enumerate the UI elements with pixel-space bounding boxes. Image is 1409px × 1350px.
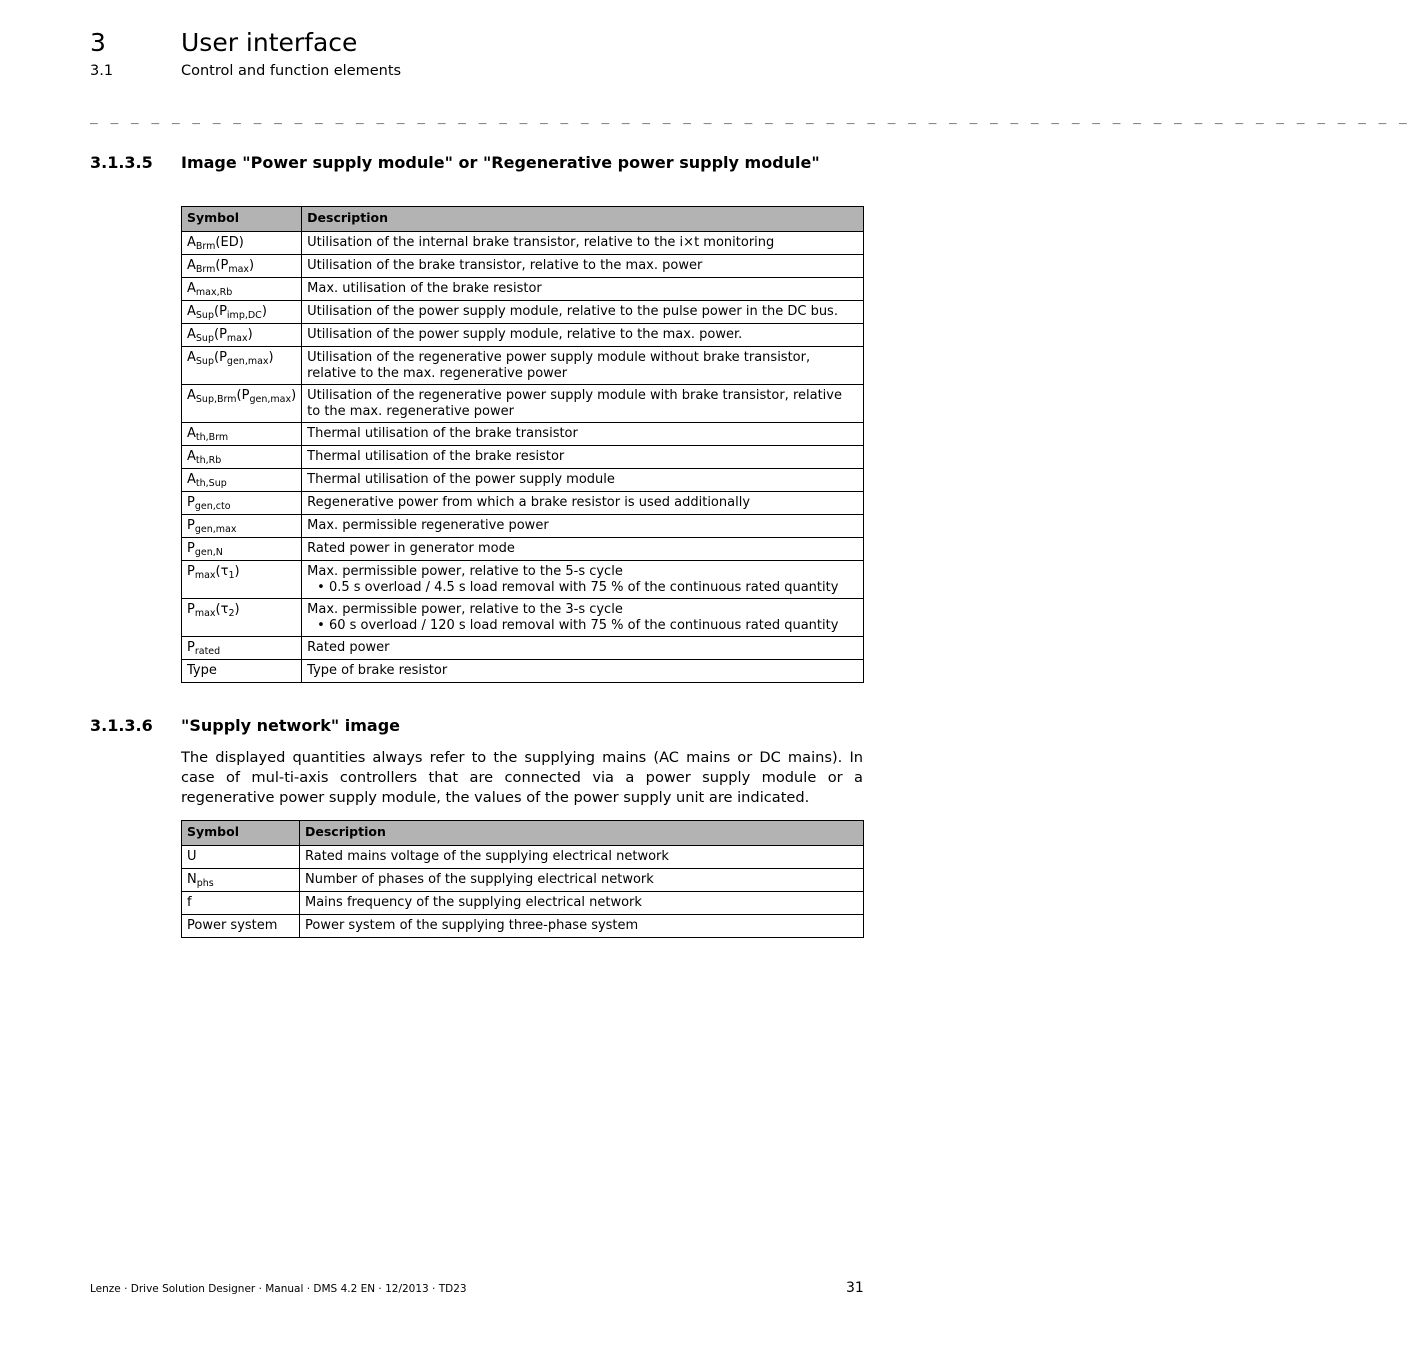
bullet-item: • 0.5 s overload / 4.5 s load removal with 75 % of the continuous rated quantity <box>317 580 839 595</box>
footer-document-info: Lenze · Drive Solution Designer · Manual · DMS 4.2 EN · 12/2013 · TD23 <box>90 1283 467 1295</box>
table-row <box>182 423 864 446</box>
description-text: Max. utilisation of the brake resistor <box>307 281 542 296</box>
heading-power-supply-module: Image "Power supply module" or "Regenerative power supply module" <box>181 153 820 172</box>
symbol-text: A <box>187 350 196 365</box>
symbol-cell <box>182 301 302 324</box>
table-row <box>182 599 864 637</box>
section-title: Control and function elements <box>181 63 402 79</box>
symbol-subscript: th,Brm <box>195 432 229 443</box>
table-row <box>182 892 864 915</box>
table-row <box>182 232 864 255</box>
symbol-text: A <box>187 327 196 342</box>
description-text: Power system of the supplying three-phase system <box>305 918 639 933</box>
symbol-subscript: gen,N <box>194 547 223 558</box>
description-cell <box>302 324 864 347</box>
table-row <box>182 278 864 301</box>
description-text: Utilisation of the brake transistor, relative to the max. power <box>307 258 703 273</box>
symbol-text: U <box>187 849 197 864</box>
description-text: Max. permissible power, relative to the 3-s cycle <box>307 602 623 617</box>
supply-network-symbol-table <box>181 820 864 938</box>
symbol-text: P <box>187 602 195 617</box>
power-supply-symbol-table <box>181 206 864 683</box>
body-paragraph: The displayed quantities always refer to the supplying mains (AC mains or DC mains). In case of mul-ti-axis controllers that are connected via a power supply module or a regenerative power supply module, the values of the power supply unit are indicated. <box>181 749 863 806</box>
symbol-text: (P <box>236 388 250 403</box>
description-text: Regenerative power from which a brake resistor is used additionally <box>307 495 751 510</box>
description-text: Number of phases of the supplying electrical network <box>305 872 654 887</box>
symbol-subscript: max,Rb <box>195 287 233 298</box>
description-text: Thermal utilisation of the brake transistor <box>307 426 578 441</box>
section-number: 3.1 <box>90 63 114 79</box>
symbol-cell <box>182 492 302 515</box>
symbol-cell <box>182 599 302 637</box>
table-row <box>182 561 864 599</box>
symbol-text: P <box>187 541 195 556</box>
symbol-subscript: gen,max <box>194 524 237 535</box>
symbol-text: (P <box>214 327 227 342</box>
symbol-text: P <box>187 495 195 510</box>
symbol-text: P <box>187 640 195 655</box>
header-rule: _ _ _ _ _ _ _ _ _ _ _ _ _ _ _ _ _ _ _ _ _ _ _ _ _ _ _ _ _ _ _ _ _ _ _ _ _ _ _ _ _ _ _ _ _ _ _ _ _ _ _ _ _ _ _ _ _ _ _ _ _ _ _ _ _ <box>90 110 1409 125</box>
table-row <box>182 869 864 892</box>
symbol-text: (τ <box>215 564 229 579</box>
symbol-text: ) <box>268 350 274 365</box>
symbol-subscript: Sup,Brm <box>195 394 237 405</box>
description-cell <box>302 347 864 385</box>
description-cell <box>302 538 864 561</box>
symbol-cell <box>182 255 302 278</box>
symbol-cell <box>182 324 302 347</box>
description-text: Utilisation of the power supply module, relative to the pulse power in the DC bus. <box>307 304 838 319</box>
description-cell <box>300 846 864 869</box>
symbol-text: (τ <box>215 602 229 617</box>
symbol-subscript: gen,max <box>249 394 292 405</box>
description-cell <box>302 232 864 255</box>
chapter-title: User interface <box>181 28 358 57</box>
table-row <box>182 492 864 515</box>
heading-supply-network: "Supply network" image <box>181 716 400 735</box>
symbol-text: A <box>187 235 196 250</box>
symbol-cell <box>182 561 302 599</box>
table-row <box>182 347 864 385</box>
description-text: Thermal utilisation of the power supply module <box>307 472 615 487</box>
symbol-text: (P <box>214 350 227 365</box>
description-cell <box>300 892 864 915</box>
symbol-cell <box>182 446 302 469</box>
description-text: Max. permissible regenerative power <box>307 518 549 533</box>
description-text: Utilisation of the power supply module, relative to the max. power. <box>307 327 743 342</box>
symbol-text: ) <box>291 388 297 403</box>
symbol-subscript: gen,cto <box>194 501 231 512</box>
symbol-subscript: 1 <box>228 570 235 581</box>
description-text: Rated power <box>307 640 390 655</box>
description-cell <box>302 423 864 446</box>
table-row <box>182 538 864 561</box>
symbol-text: N <box>187 872 197 887</box>
symbol-text: A <box>187 426 196 441</box>
symbol-subscript: th,Rb <box>195 455 222 466</box>
description-cell <box>302 637 864 660</box>
symbol-text: (P <box>214 304 227 319</box>
symbol-subscript: Brm <box>195 264 216 275</box>
description-cell <box>300 915 864 938</box>
symbol-text: ) <box>247 327 253 342</box>
table-row <box>182 915 864 938</box>
symbol-cell <box>182 469 302 492</box>
description-cell <box>302 599 864 637</box>
symbol-text: A <box>187 472 196 487</box>
symbol-text: P <box>187 518 195 533</box>
description-cell <box>302 469 864 492</box>
column-header-description: Description <box>300 821 864 846</box>
table-row <box>182 846 864 869</box>
symbol-text: ) <box>234 564 240 579</box>
heading-number-3-1-3-5: 3.1.3.5 <box>90 153 153 172</box>
description-text: Utilisation of the internal brake transistor, relative to the i×t monitoring <box>307 235 775 250</box>
bullet-item: • 60 s overload / 120 s load removal with 75 % of the continuous rated quantity <box>317 618 839 633</box>
symbol-cell <box>182 423 302 446</box>
symbol-cell <box>182 892 300 915</box>
symbol-subscript: Sup <box>195 333 214 344</box>
symbol-subscript: 2 <box>228 608 235 619</box>
symbol-cell <box>182 846 300 869</box>
description-cell <box>300 869 864 892</box>
heading-number-3-1-3-6: 3.1.3.6 <box>90 716 153 735</box>
table-row <box>182 660 864 683</box>
description-text: Utilisation of the regenerative power supply module without brake transistor, relative to the max. regenerative power <box>307 350 811 381</box>
chapter-number: 3 <box>90 28 106 57</box>
symbol-text: (ED) <box>215 235 244 250</box>
description-text: Rated power in generator mode <box>307 541 515 556</box>
description-cell <box>302 515 864 538</box>
description-cell <box>302 492 864 515</box>
description-cell <box>302 301 864 324</box>
symbol-cell <box>182 278 302 301</box>
symbol-text: A <box>187 281 196 296</box>
symbol-subscript: Sup <box>195 310 214 321</box>
symbol-cell <box>182 347 302 385</box>
symbol-subscript: rated <box>194 646 221 657</box>
symbol-cell <box>182 538 302 561</box>
page-number: 31 <box>846 1280 864 1296</box>
description-cell <box>302 278 864 301</box>
table-row <box>182 301 864 324</box>
description-cell <box>302 446 864 469</box>
symbol-cell <box>182 515 302 538</box>
table-row <box>182 385 864 423</box>
symbol-text: ) <box>261 304 267 319</box>
description-cell <box>302 385 864 423</box>
symbol-cell <box>182 232 302 255</box>
symbol-subscript: gen,max <box>226 356 269 367</box>
symbol-subscript: Sup <box>195 356 214 367</box>
symbol-subscript: max <box>194 608 216 619</box>
symbol-cell <box>182 637 302 660</box>
table-row <box>182 515 864 538</box>
symbol-cell <box>182 385 302 423</box>
symbol-subscript: phs <box>196 878 214 889</box>
symbol-subscript: max <box>228 264 250 275</box>
description-cell <box>302 255 864 278</box>
symbol-cell <box>182 869 300 892</box>
column-header-symbol: Symbol <box>182 821 300 846</box>
symbol-text: A <box>187 258 196 273</box>
symbol-text: A <box>187 388 196 403</box>
symbol-text: Power system <box>187 918 278 933</box>
symbol-text: ) <box>249 258 255 273</box>
symbol-subscript: max <box>226 333 248 344</box>
symbol-cell <box>182 660 302 683</box>
description-cell <box>302 660 864 683</box>
description-text: Mains frequency of the supplying electrical network <box>305 895 642 910</box>
description-text: Thermal utilisation of the brake resistor <box>307 449 565 464</box>
table-row <box>182 255 864 278</box>
symbol-text: A <box>187 449 196 464</box>
symbol-subscript: imp,DC <box>226 310 262 321</box>
column-header-description: Description <box>302 207 864 232</box>
symbol-text: ) <box>234 602 240 617</box>
symbol-subscript: max <box>194 570 216 581</box>
column-header-symbol: Symbol <box>182 207 302 232</box>
description-text: Max. permissible power, relative to the 5-s cycle <box>307 564 623 579</box>
table-row <box>182 324 864 347</box>
description-text: Utilisation of the regenerative power supply module with brake transistor, relative to the max. regenerative power <box>307 388 842 419</box>
symbol-subscript: th,Sup <box>195 478 227 489</box>
table-row <box>182 446 864 469</box>
symbol-text: f <box>187 895 192 910</box>
table-row <box>182 469 864 492</box>
symbol-text: P <box>187 564 195 579</box>
symbol-text: (P <box>215 258 229 273</box>
symbol-subscript: Brm <box>195 241 216 252</box>
description-cell <box>302 561 864 599</box>
symbol-cell <box>182 915 300 938</box>
description-text: Type of brake resistor <box>307 663 448 678</box>
table-row <box>182 637 864 660</box>
description-text: Rated mains voltage of the supplying electrical network <box>305 849 669 864</box>
symbol-text: Type <box>187 663 217 678</box>
symbol-text: A <box>187 304 196 319</box>
